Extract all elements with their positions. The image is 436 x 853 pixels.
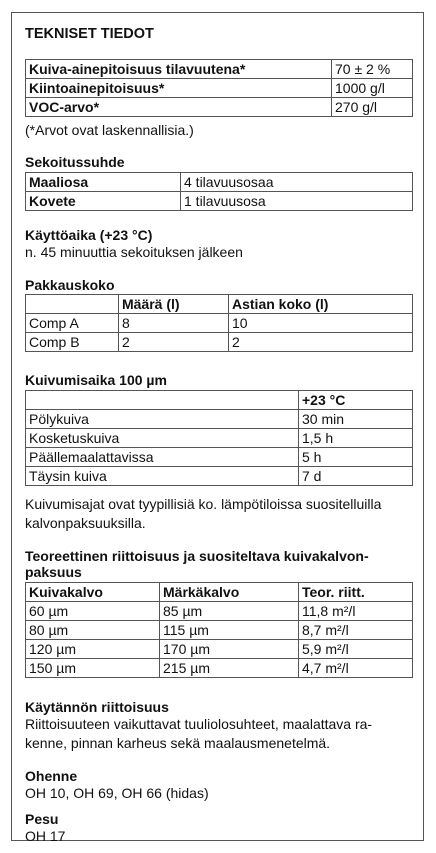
pack-header [26,295,119,314]
coverage-table [25,582,413,678]
drying-cell: 30 min [299,410,413,429]
table-row [26,429,413,448]
table-row [26,98,413,117]
prop-value: 270 g/l [332,98,413,117]
mix-label: Maaliosa [26,173,181,192]
prop-label: Kuiva-ainepitoisuus tilavuutena* [26,60,332,79]
pack-table [25,294,413,352]
pack-cell: 2 [119,333,229,352]
properties-note: (*Arvot ovat laskennallisia.) [25,122,194,138]
wash-heading: Pesu [25,811,59,827]
table-row [26,173,413,192]
table-row [26,314,413,333]
properties-table [25,59,413,117]
drying-cell: 5 h [299,448,413,467]
prop-value: 1000 g/l [332,79,413,98]
drying-note-line1: Kuivumisajat ovat tyypillisiä ko. lämpötiloissa suositelluilla [25,496,382,512]
mix-value: 1 tilavuusosa [181,192,413,211]
practical-text-line2: kenne, pinnan karheus sekä maalausmenetelmä. [25,735,331,751]
page-title: TEKNISET TIEDOT [25,26,154,42]
coverage-cell: 5,9 m²/l [299,640,413,659]
drying-cell: 7 d [299,467,413,486]
coverage-cell: 60 µm [26,602,160,621]
pack-header: Määrä (l) [119,295,229,314]
practical-text-line1: Riittoisuuteen vaikuttavat tuuliolosuhteet, maalattava ra- [25,716,373,732]
drying-heading: Kuivumisaika 100 µm [25,372,167,388]
mix-heading: Sekoitussuhde [25,154,125,170]
table-row [26,295,413,314]
coverage-heading-line2: paksuus [25,564,82,580]
drying-table [25,390,413,486]
table-row [26,621,413,640]
prop-label: VOC-arvo* [26,98,332,117]
coverage-cell: 170 µm [160,640,299,659]
table-row [26,659,413,678]
drying-header: +23 °C [299,391,413,410]
coverage-cell: 215 µm [160,659,299,678]
coverage-cell: 120 µm [26,640,160,659]
coverage-cell: 80 µm [26,621,160,640]
coverage-header: Teor. riitt. [299,583,413,602]
coverage-cell: 11,8 m²/l [299,602,413,621]
drying-cell: Täysin kuiva [26,467,299,486]
mix-value: 4 tilavuusosaa [181,173,413,192]
thinner-text: OH 10, OH 69, OH 66 (hidas) [25,785,209,801]
mix-label: Kovete [26,192,181,211]
table-row [26,448,413,467]
table-row [26,467,413,486]
table-row [26,60,413,79]
coverage-header: Märkäkalvo [160,583,299,602]
table-row [26,640,413,659]
table-row [26,410,413,429]
coverage-cell: 115 µm [160,621,299,640]
drying-cell: Päällemaalattavissa [26,448,299,467]
pack-cell: 10 [229,314,413,333]
pack-cell: Comp A [26,314,119,333]
drying-cell: Kosketuskuiva [26,429,299,448]
pack-cell: 8 [119,314,229,333]
table-row [26,79,413,98]
coverage-header: Kuivakalvo [26,583,160,602]
pack-cell: 2 [229,333,413,352]
pack-heading: Pakkauskoko [25,277,115,293]
prop-value: 70 ± 2 % [332,60,413,79]
table-row [26,583,413,602]
drying-cell: 1,5 h [299,429,413,448]
practical-heading: Käytännön riittoisuus [25,699,169,715]
tech-data-panel [11,12,424,844]
thinner-heading: Ohenne [25,768,78,784]
drying-header [26,391,299,410]
pack-header: Astian koko (l) [229,295,413,314]
table-row [26,192,413,211]
drying-cell: Pölykuiva [26,410,299,429]
coverage-cell: 85 µm [160,602,299,621]
wash-text: OH 17 [25,828,66,844]
table-row [26,391,413,410]
coverage-cell: 8,7 m²/l [299,621,413,640]
drying-note-line2: kalvonpaksuuksilla. [25,515,146,531]
potlife-text: n. 45 minuuttia sekoituksen jälkeen [25,244,243,260]
table-row [26,602,413,621]
potlife-heading: Käyttöaika (+23 °C) [25,227,153,243]
coverage-cell: 150 µm [26,659,160,678]
table-row [26,333,413,352]
coverage-heading-line1: Teoreettinen riittoisuus ja suositeltava kuivakalvon- [25,548,369,564]
coverage-cell: 4,7 m²/l [299,659,413,678]
mix-table [25,172,413,211]
pack-cell: Comp B [26,333,119,352]
prop-label: Kiintoainepitoisuus* [26,79,332,98]
